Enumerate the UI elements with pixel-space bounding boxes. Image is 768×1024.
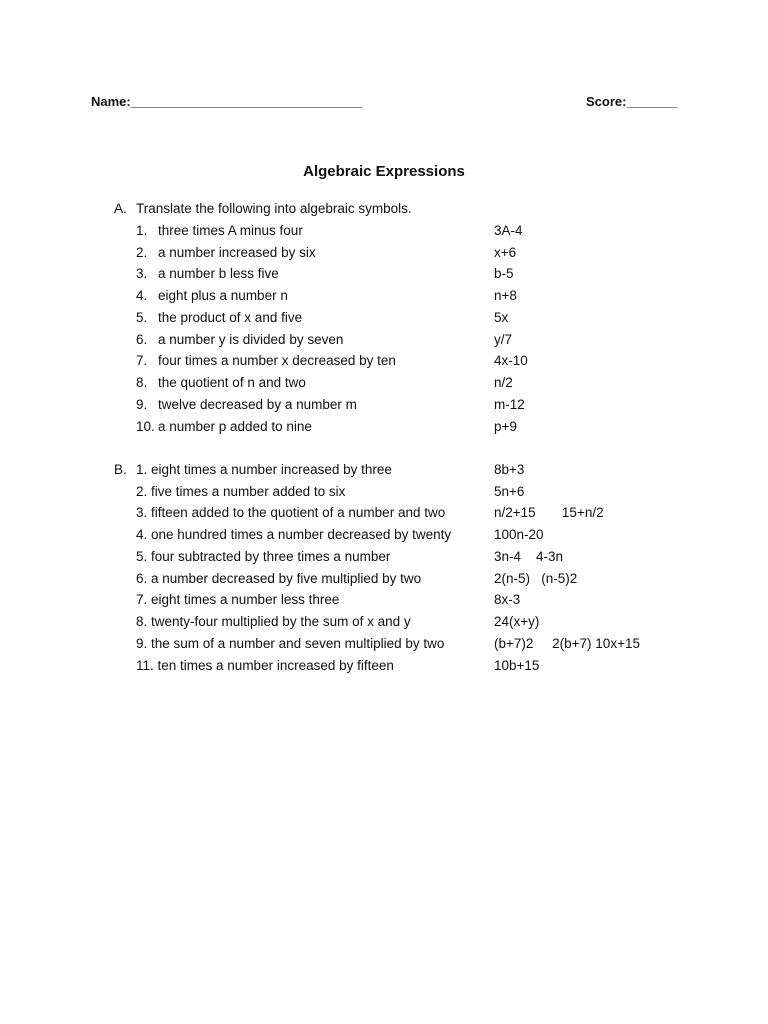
- item-answer: 24(x+y): [494, 614, 540, 629]
- item-answer: 2(n-5) (n-5)2: [494, 571, 578, 586]
- list-item: [0, 527, 768, 547]
- item-number: 3.: [136, 266, 148, 281]
- item-question: four times a number x decreased by ten: [158, 353, 396, 368]
- item-question: 9. the sum of a number and seven multiplied by two: [136, 636, 445, 651]
- item-answer: 8b+3: [494, 462, 525, 477]
- list-item: [0, 636, 768, 656]
- name-field-label: Name:________________________________: [91, 94, 363, 109]
- item-number: 2.: [136, 245, 148, 260]
- item-question: eight plus a number n: [158, 288, 288, 303]
- item-answer: (b+7)2 2(b+7) 10x+15: [494, 636, 640, 651]
- item-answer: b-5: [494, 266, 514, 281]
- list-item: [0, 353, 768, 373]
- item-answer: 5x: [494, 310, 509, 325]
- section-b-label: B.: [114, 462, 127, 477]
- section-a-instruction: Translate the following into algebraic symbols.: [136, 201, 412, 216]
- item-number: 6.: [136, 332, 148, 347]
- item-question: a number increased by six: [158, 245, 316, 260]
- item-question: 5. four subtracted by three times a number: [136, 549, 391, 564]
- item-number: 5.: [136, 310, 148, 325]
- list-item: [0, 571, 768, 591]
- item-answer: n/2: [494, 375, 513, 390]
- list-item: [0, 288, 768, 308]
- item-answer: n/2+15 15+n/2: [494, 505, 604, 520]
- item-question: the quotient of n and two: [158, 375, 306, 390]
- score-field-label: Score:_______: [586, 94, 678, 109]
- item-answer: p+9: [494, 419, 517, 434]
- item-number: 7.: [136, 353, 148, 368]
- item-question: 2. five times a number added to six: [136, 484, 346, 499]
- item-question: twelve decreased by a number m: [158, 397, 357, 412]
- page-title: Algebraic Expressions: [303, 163, 465, 180]
- list-item: [0, 484, 768, 504]
- list-item: [0, 658, 768, 678]
- item-answer: 3n-4 4-3n: [494, 549, 564, 564]
- list-item: [0, 375, 768, 395]
- list-item: [0, 462, 768, 482]
- item-number: 9.: [136, 397, 148, 412]
- item-number: 1.: [136, 223, 148, 238]
- item-answer: 4x-10: [494, 353, 528, 368]
- item-answer: x+6: [494, 245, 517, 260]
- item-question: 7. eight times a number less three: [136, 592, 340, 607]
- list-item: [0, 592, 768, 612]
- list-item: [0, 505, 768, 525]
- list-item: [0, 332, 768, 352]
- item-number: 4.: [136, 288, 148, 303]
- list-item: [0, 614, 768, 634]
- item-answer: 10b+15: [494, 658, 540, 673]
- item-answer: y/7: [494, 332, 513, 347]
- list-item: [0, 549, 768, 569]
- list-item: [0, 419, 768, 439]
- list-item: [0, 310, 768, 330]
- item-answer: 8x-3: [494, 592, 521, 607]
- item-question: a number p added to nine: [158, 419, 312, 434]
- item-question: a number b less five: [158, 266, 279, 281]
- item-question: three times A minus four: [158, 223, 303, 238]
- item-answer: 3A-4: [494, 223, 523, 238]
- item-question: 3. fifteen added to the quotient of a number and two: [136, 505, 446, 520]
- item-number: 10.: [136, 419, 155, 434]
- item-answer: 100n-20: [494, 527, 544, 542]
- item-question: 6. a number decreased by five multiplied by two: [136, 571, 422, 586]
- list-item: [0, 397, 768, 417]
- item-number: 8.: [136, 375, 148, 390]
- item-question: 11. ten times a number increased by fifteen: [136, 658, 394, 673]
- list-item: [0, 245, 768, 265]
- section-a-label: A.: [114, 201, 127, 216]
- item-answer: m-12: [494, 397, 525, 412]
- list-item: [0, 223, 768, 243]
- item-answer: n+8: [494, 288, 517, 303]
- list-item: [0, 266, 768, 286]
- item-question: a number y is divided by seven: [158, 332, 344, 347]
- item-question: the product of x and five: [158, 310, 303, 325]
- item-answer: 5n+6: [494, 484, 525, 499]
- item-question: 8. twenty-four multiplied by the sum of x and y: [136, 614, 411, 629]
- item-question: 1. eight times a number increased by three: [136, 462, 392, 477]
- item-question: 4. one hundred times a number decreased by twenty: [136, 527, 452, 542]
